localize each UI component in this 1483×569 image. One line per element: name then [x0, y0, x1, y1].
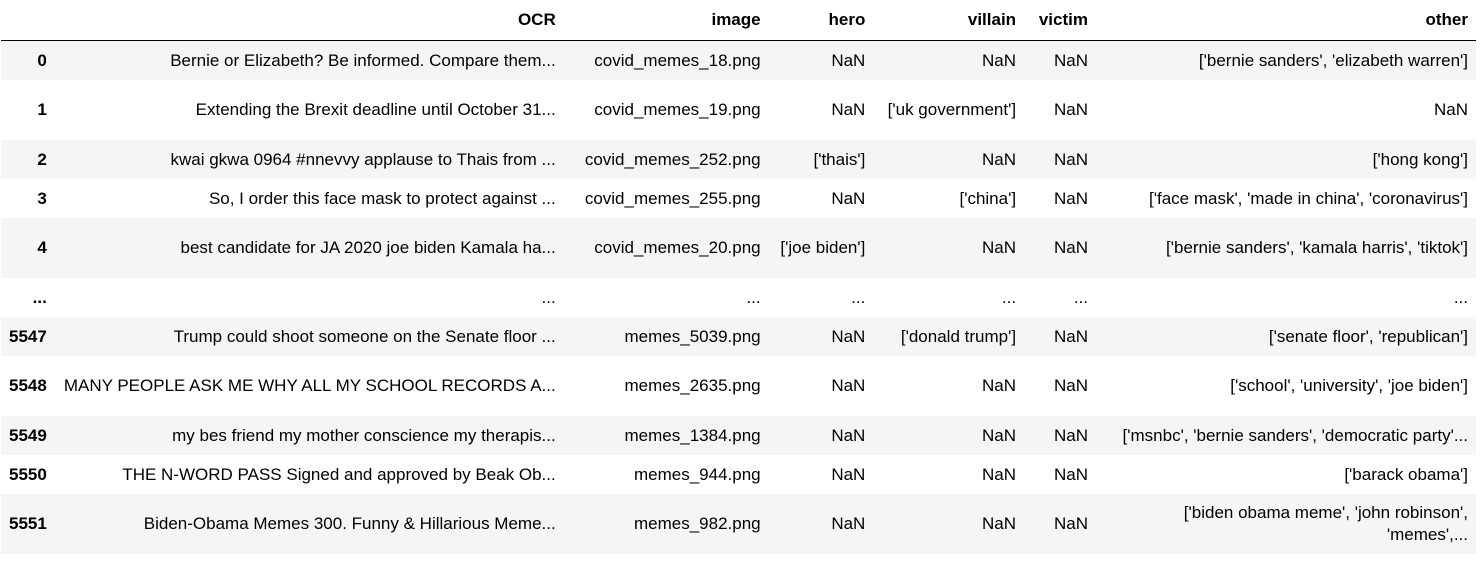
- row-index: 5551: [9, 514, 47, 533]
- row-index: ...: [32, 287, 47, 307]
- header-victim: victim: [1024, 0, 1096, 41]
- cell-villain: ...: [1001, 287, 1017, 307]
- cell-hero: NaN: [831, 425, 866, 445]
- cell-victim: NaN: [1053, 514, 1088, 533]
- row-index: 5547: [9, 326, 47, 346]
- cell-victim: NaN: [1053, 425, 1088, 445]
- cell-ocr: my bes friend my mother conscience my therapis...: [172, 425, 556, 445]
- header-other: other: [1096, 0, 1476, 41]
- table-row: [1, 218, 1476, 278]
- cell-other: ['school', 'university', 'joe biden']: [1230, 376, 1468, 395]
- cell-image: memes_944.png: [633, 464, 761, 484]
- header-row: [1, 0, 1476, 41]
- table-header: [1, 0, 1476, 41]
- table-row: [1, 494, 1476, 554]
- cell-hero: NaN: [831, 326, 866, 346]
- table-row: [1, 140, 1476, 179]
- cell-image: covid_memes_19.png: [594, 100, 761, 119]
- header-ocr: OCR: [55, 0, 564, 41]
- table-row: [1, 41, 1476, 81]
- cell-other: ['barack obama']: [1344, 464, 1468, 484]
- cell-villain: NaN: [982, 514, 1017, 533]
- cell-image: covid_memes_20.png: [594, 238, 761, 257]
- cell-ocr: Biden-Obama Memes 300. Funny & Hillarious Meme...: [143, 514, 556, 533]
- row-index: 0: [37, 50, 47, 70]
- cell-image: memes_1384.png: [624, 425, 761, 445]
- row-index: 4: [37, 238, 47, 257]
- table-row: [1, 356, 1476, 416]
- cell-victim: NaN: [1053, 238, 1088, 257]
- cell-ocr: kwai gkwa 0964 #nnevvy applause to Thais from ...: [170, 149, 556, 169]
- cell-other: ...: [1453, 287, 1468, 307]
- cell-ocr: best candidate for JA 2020 joe biden Kamala ha...: [180, 238, 556, 257]
- cell-other: ['msnbc', 'bernie sanders', 'democratic party'...: [1122, 425, 1468, 445]
- cell-victim: NaN: [1053, 326, 1088, 346]
- cell-other: ['bernie sanders', 'kamala harris', 'tiktok']: [1166, 238, 1468, 257]
- table-row: [1, 179, 1476, 218]
- cell-victim: NaN: [1053, 188, 1088, 208]
- cell-image: memes_982.png: [633, 514, 761, 533]
- table-row-ellipsis: [1, 278, 1476, 317]
- cell-hero: NaN: [831, 376, 866, 395]
- cell-ocr: MANY PEOPLE ASK ME WHY ALL MY SCHOOL RECORDS A...: [63, 376, 556, 395]
- table-row: [1, 455, 1476, 494]
- cell-hero: ['thais']: [813, 149, 866, 169]
- cell-victim: NaN: [1053, 464, 1088, 484]
- cell-villain: ['uk government']: [887, 100, 1017, 119]
- cell-victim: NaN: [1053, 376, 1088, 395]
- cell-villain: ['donald trump']: [900, 326, 1017, 346]
- cell-image: covid_memes_252.png: [584, 149, 761, 169]
- cell-villain: NaN: [982, 376, 1017, 395]
- cell-image: covid_memes_18.png: [594, 50, 761, 70]
- row-index: 5549: [9, 425, 47, 445]
- cell-victim: NaN: [1053, 100, 1088, 119]
- cell-other: ['face mask', 'made in china', 'coronavirus']: [1149, 188, 1468, 208]
- cell-hero: ['joe biden']: [780, 238, 866, 257]
- row-index: 2: [37, 149, 47, 169]
- cell-villain: NaN: [982, 464, 1017, 484]
- cell-hero: ...: [851, 287, 866, 307]
- cell-other: NaN: [1433, 100, 1468, 119]
- cell-other: ['biden obama meme', 'john robinson', 'memes',...: [1183, 503, 1468, 544]
- cell-victim: ...: [1073, 287, 1088, 307]
- cell-hero: NaN: [831, 50, 866, 70]
- cell-ocr: Trump could shoot someone on the Senate floor ...: [173, 326, 556, 346]
- row-index: 5550: [9, 464, 47, 484]
- cell-image: memes_2635.png: [624, 376, 761, 395]
- table-row: [1, 416, 1476, 455]
- cell-hero: NaN: [831, 188, 866, 208]
- row-index: 3: [37, 188, 47, 208]
- cell-hero: NaN: [831, 464, 866, 484]
- cell-villain: NaN: [982, 238, 1017, 257]
- cell-victim: NaN: [1053, 50, 1088, 70]
- cell-other: ['hong kong']: [1372, 149, 1468, 169]
- header-index: [1, 0, 55, 41]
- table-row: [1, 80, 1476, 140]
- cell-ocr: ...: [541, 287, 556, 307]
- table-body: [1, 41, 1476, 555]
- cell-villain: NaN: [982, 149, 1017, 169]
- cell-other: ['bernie sanders', 'elizabeth warren']: [1198, 50, 1468, 70]
- header-hero: hero: [769, 0, 874, 41]
- cell-ocr: So, I order this face mask to protect against ...: [208, 188, 556, 208]
- cell-image: covid_memes_255.png: [584, 188, 761, 208]
- table-row: [1, 317, 1476, 356]
- cell-image: ...: [746, 287, 761, 307]
- cell-other: ['senate floor', 'republican']: [1268, 326, 1468, 346]
- cell-hero: NaN: [831, 100, 866, 119]
- header-image: image: [564, 0, 769, 41]
- cell-hero: NaN: [831, 514, 866, 533]
- cell-victim: NaN: [1053, 149, 1088, 169]
- cell-ocr: Extending the Brexit deadline until October 31...: [195, 100, 556, 119]
- row-index: 1: [37, 100, 47, 119]
- cell-villain: NaN: [982, 50, 1017, 70]
- cell-villain: ['china']: [959, 188, 1017, 208]
- cell-image: memes_5039.png: [624, 326, 761, 346]
- dataframe-table: [1, 0, 1476, 554]
- cell-villain: NaN: [982, 425, 1017, 445]
- cell-ocr: THE N-WORD PASS Signed and approved by Beak Ob...: [122, 464, 556, 484]
- header-villain: villain: [873, 0, 1024, 41]
- cell-ocr: Bernie or Elizabeth? Be informed. Compare them...: [170, 50, 556, 70]
- row-index: 5548: [9, 376, 47, 395]
